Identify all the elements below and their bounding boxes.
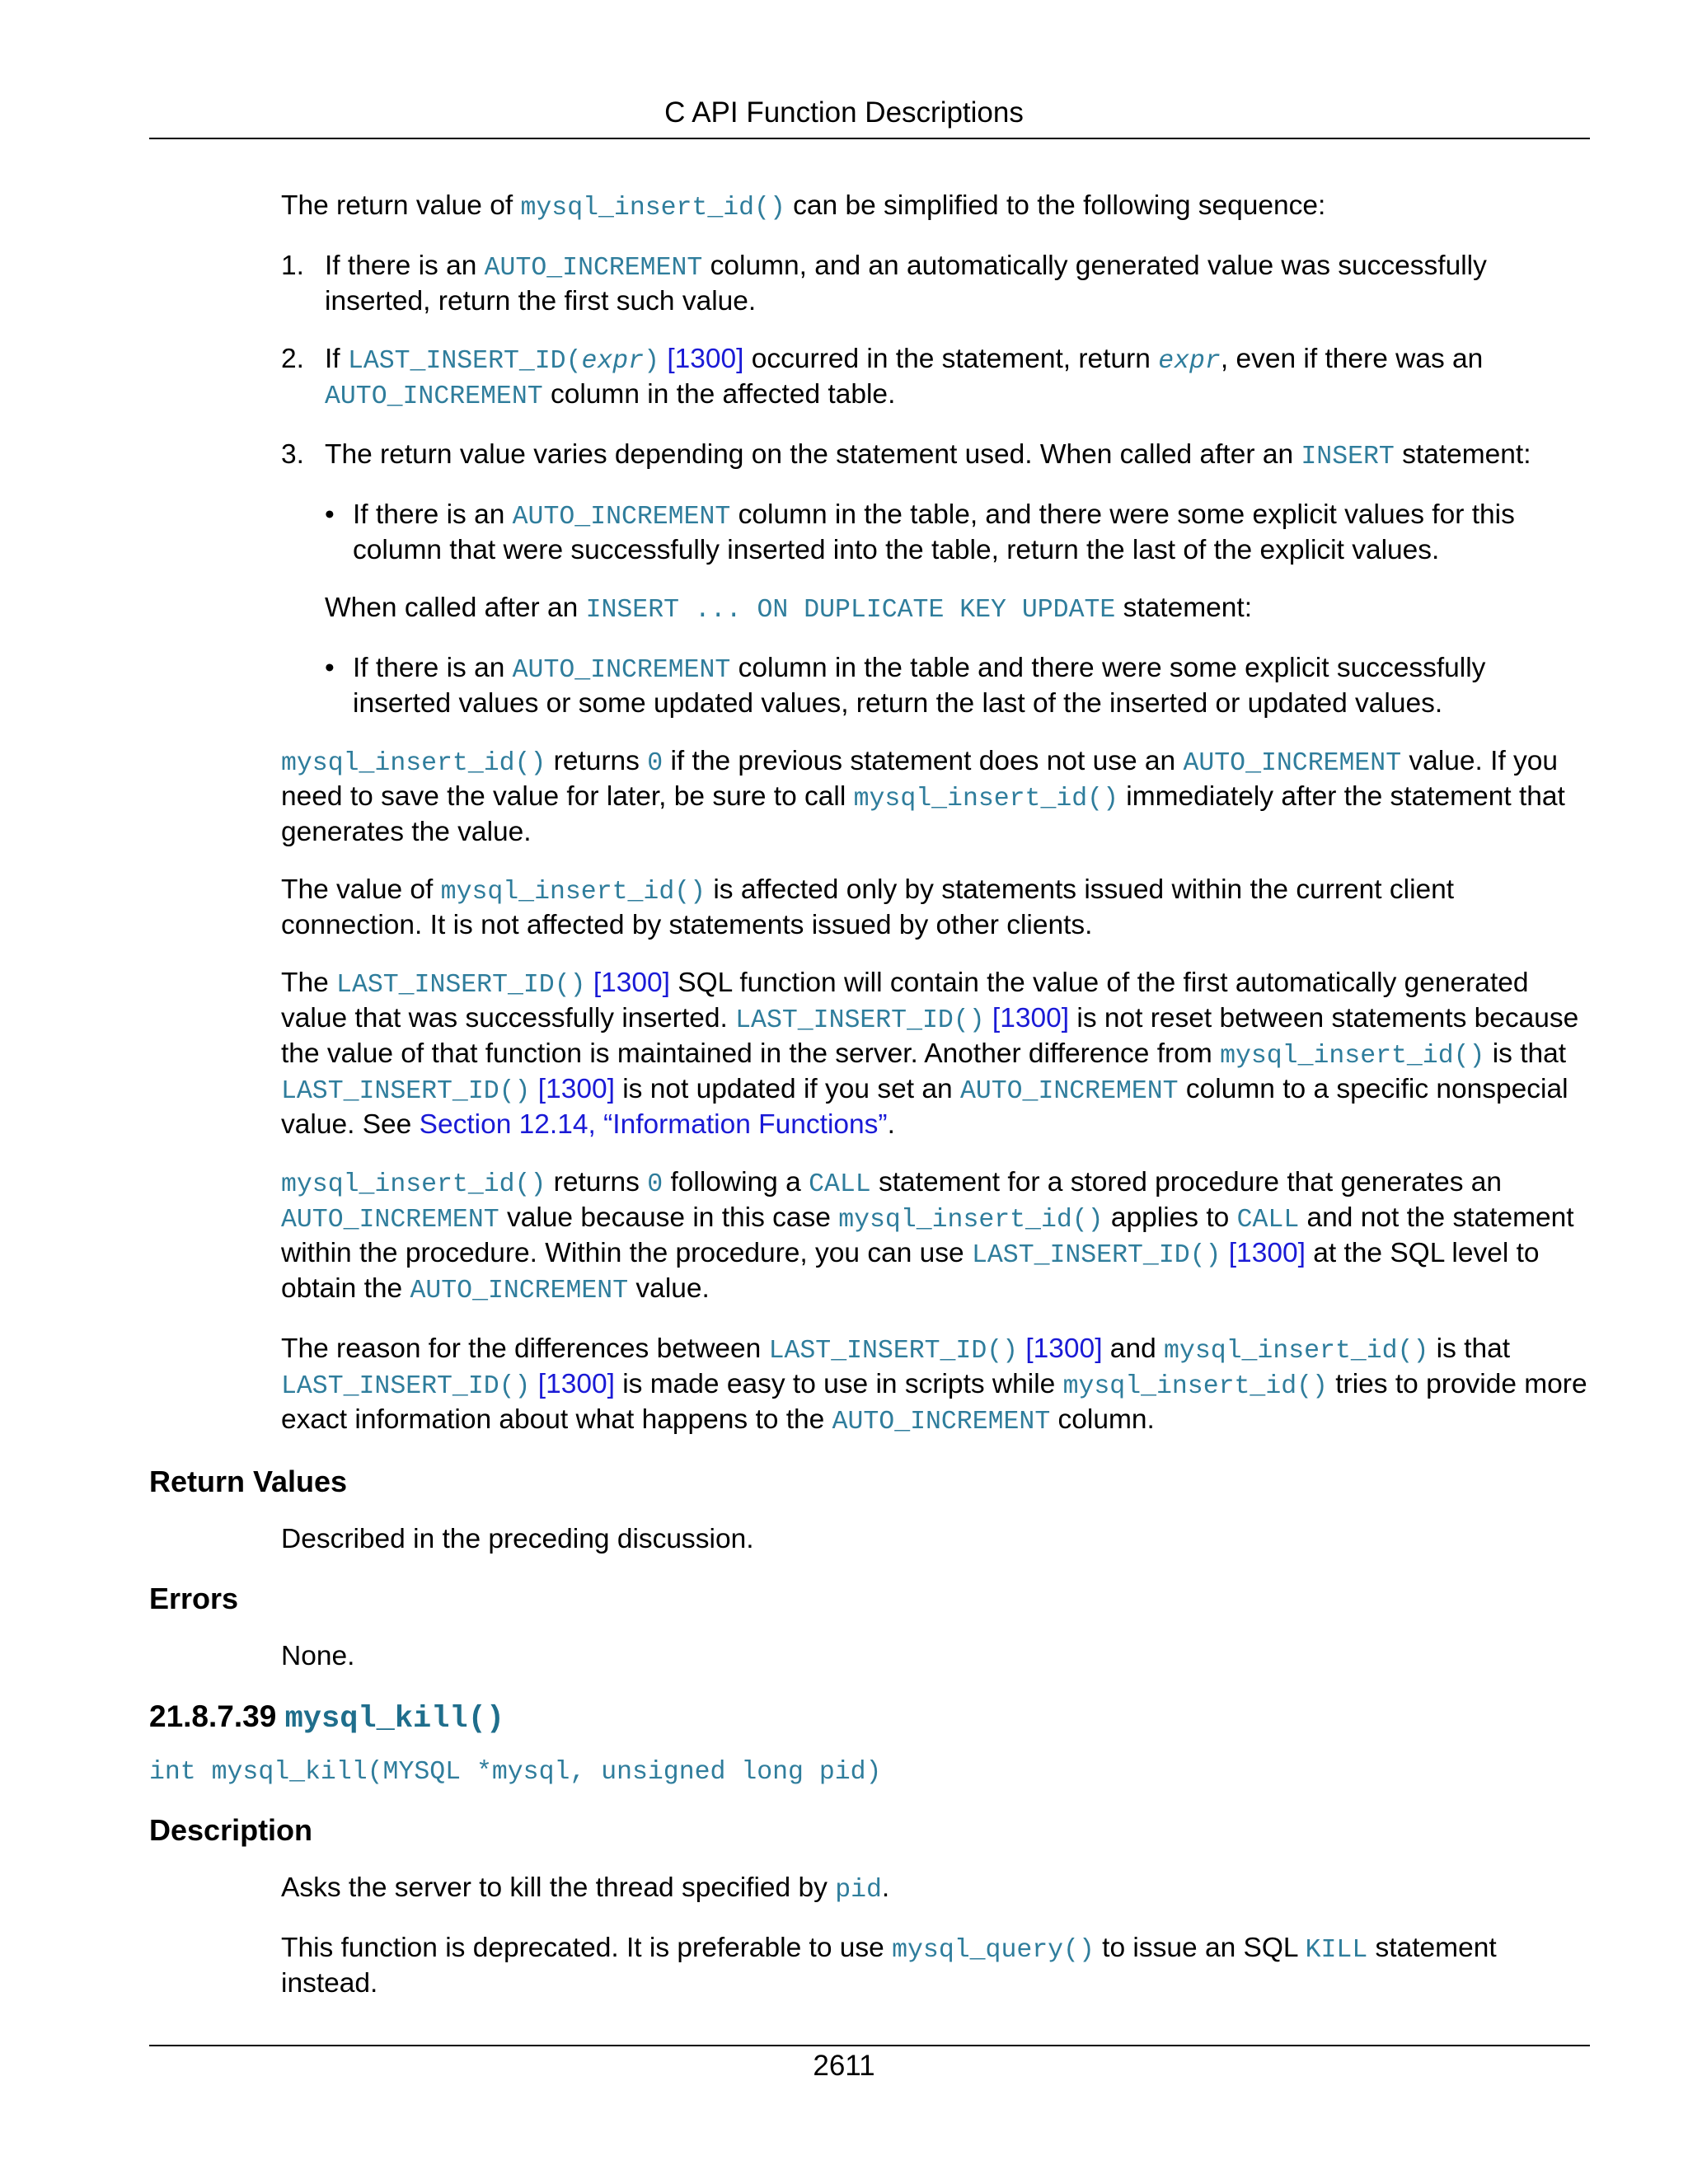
ref-link[interactable]: [1300] [667,344,744,374]
return-values-text: Described in the preceding discussion. [281,1524,754,1554]
intro-paragraph: The return value of mysql_insert_id() can be simplified to the following sequence: [281,190,1326,223]
ref-link[interactable]: [1300] [1025,1333,1103,1364]
list-item: 1. If there is an AUTO_INCREMENT column, and an automatically generated value was successfully inserted, return the first such value. [281,251,1487,316]
bullet-list [325,652,1590,720]
heading-return-values: Return Values [149,1465,348,1498]
ref-link[interactable]: [1300] [992,1003,1070,1033]
bullet-item: • If there is an AUTO_INCREMENT column in the table, and there were some explicit values for this column that were successfully inserted into the table, return the last of the explicit values. [325,499,1515,565]
paragraph-call-statement: mysql_insert_id() returns 0 following a CALL statement for a stored procedure that generates an AUTO_INCREMENT value because in this case mysql_insert_id() applies to CALL and not the statement within the procedure. Within the procedure, you can use LAST_INSERT_ID() [1300] at the SQL level to obtain the AUTO_INCREMENT value. [281,1167,1574,1305]
heading-errors: Errors [149,1582,239,1615]
intro-block [281,190,1590,1439]
page-content [149,190,1590,2000]
page-number: 2611 [813,2050,875,2082]
paragraph-last-insert-id: The LAST_INSERT_ID() [1300] SQL function will contain the value of the first automatically generated value that was successfully inserted. LAST_INSERT_ID() [1300] is not reset between statements because the value of that function is maintained in the server. Another difference from mysql_insert_id() is that LAST_INSERT_ID() [1300] is not updated if you set an AUTO_INCREMENT column to a specific nonspecial value. See Section 12.14, “Information Functions”. [281,968,1579,1140]
list-item: 2. If LAST_INSERT_ID(expr) [1300] occurred in the statement, return expr, even if there was an AUTO_INCREMENT column in the affected table. [281,344,1484,411]
function-prototype: int mysql_kill(MYSQL *mysql, unsigned long pid) [149,1758,882,1787]
ref-link[interactable]: [1300] [537,1074,615,1104]
duplicate-key-note: When called after an INSERT ... ON DUPLICATE KEY UPDATE statement: [325,593,1253,625]
section-link-information-functions[interactable]: Section 12.14, “Information Functions” [419,1109,888,1140]
bullet-list [325,499,1590,567]
ref-link[interactable]: [1300] [593,968,670,998]
description-block [281,1872,1590,2000]
code-mysql-insert-id: mysql_insert_id() [520,194,785,223]
section-heading-mysql-kill: 21.8.7.39 mysql_kill() [149,1699,505,1736]
paragraph-value-scope: The value of mysql_insert_id() is affected only by statements issued within the current client connection. It is not affected by statements issued by other clients. [281,874,1455,940]
description-paragraph: Asks the server to kill the thread specified by pid. [281,1872,890,1905]
description-paragraph: This function is deprecated. It is preferable to use mysql_query() to issue an SQL KILL statement instead. [281,1933,1497,1999]
bullet-item: • If there is an AUTO_INCREMENT column in the table and there were some explicit successfully inserted values or some updated values, return the last of the inserted or updated values. [325,653,1486,719]
page-header-title: C API Function Descriptions [664,96,1024,129]
paragraph-returns-zero: mysql_insert_id() returns 0 if the previous statement does not use an AUTO_INCREMENT value. If you need to save the value for later, be sure to call mysql_insert_id() immediately after the statement that generates the value. [281,746,1565,847]
paragraph-reason: The reason for the differences between LAST_INSERT_ID() [1300] and mysql_insert_id() is that LAST_INSERT_ID() [1300] is made easy to use in scripts while mysql_insert_id() tries to provide more exact information about what happens to the AUTO_INCREMENT column. [281,1333,1587,1436]
heading-description: Description [149,1813,313,1847]
ref-link[interactable]: [1300] [1228,1238,1306,1268]
errors-text: None. [281,1641,355,1671]
sequence-list [281,250,1590,720]
footer-rule [149,2045,1590,2046]
list-item: 3. The return value varies depending on the statement used. When called after an INSERT statement: • If there is an AUTO_INCREMENT column in the table, and there were some explicit values for this column that were successfully inserted into the table, return the last of the explicit values. When called after an INSERT ... ON DUPLICATE KEY UPDATE statement: • If there is an AUTO_INCREMENT column in the table and there were some explicit successfully inserted values or some updated values, return the last of the inserted or updated values. [281,438,1590,720]
ref-link[interactable]: [1300] [537,1369,615,1399]
header-rule [149,138,1590,139]
